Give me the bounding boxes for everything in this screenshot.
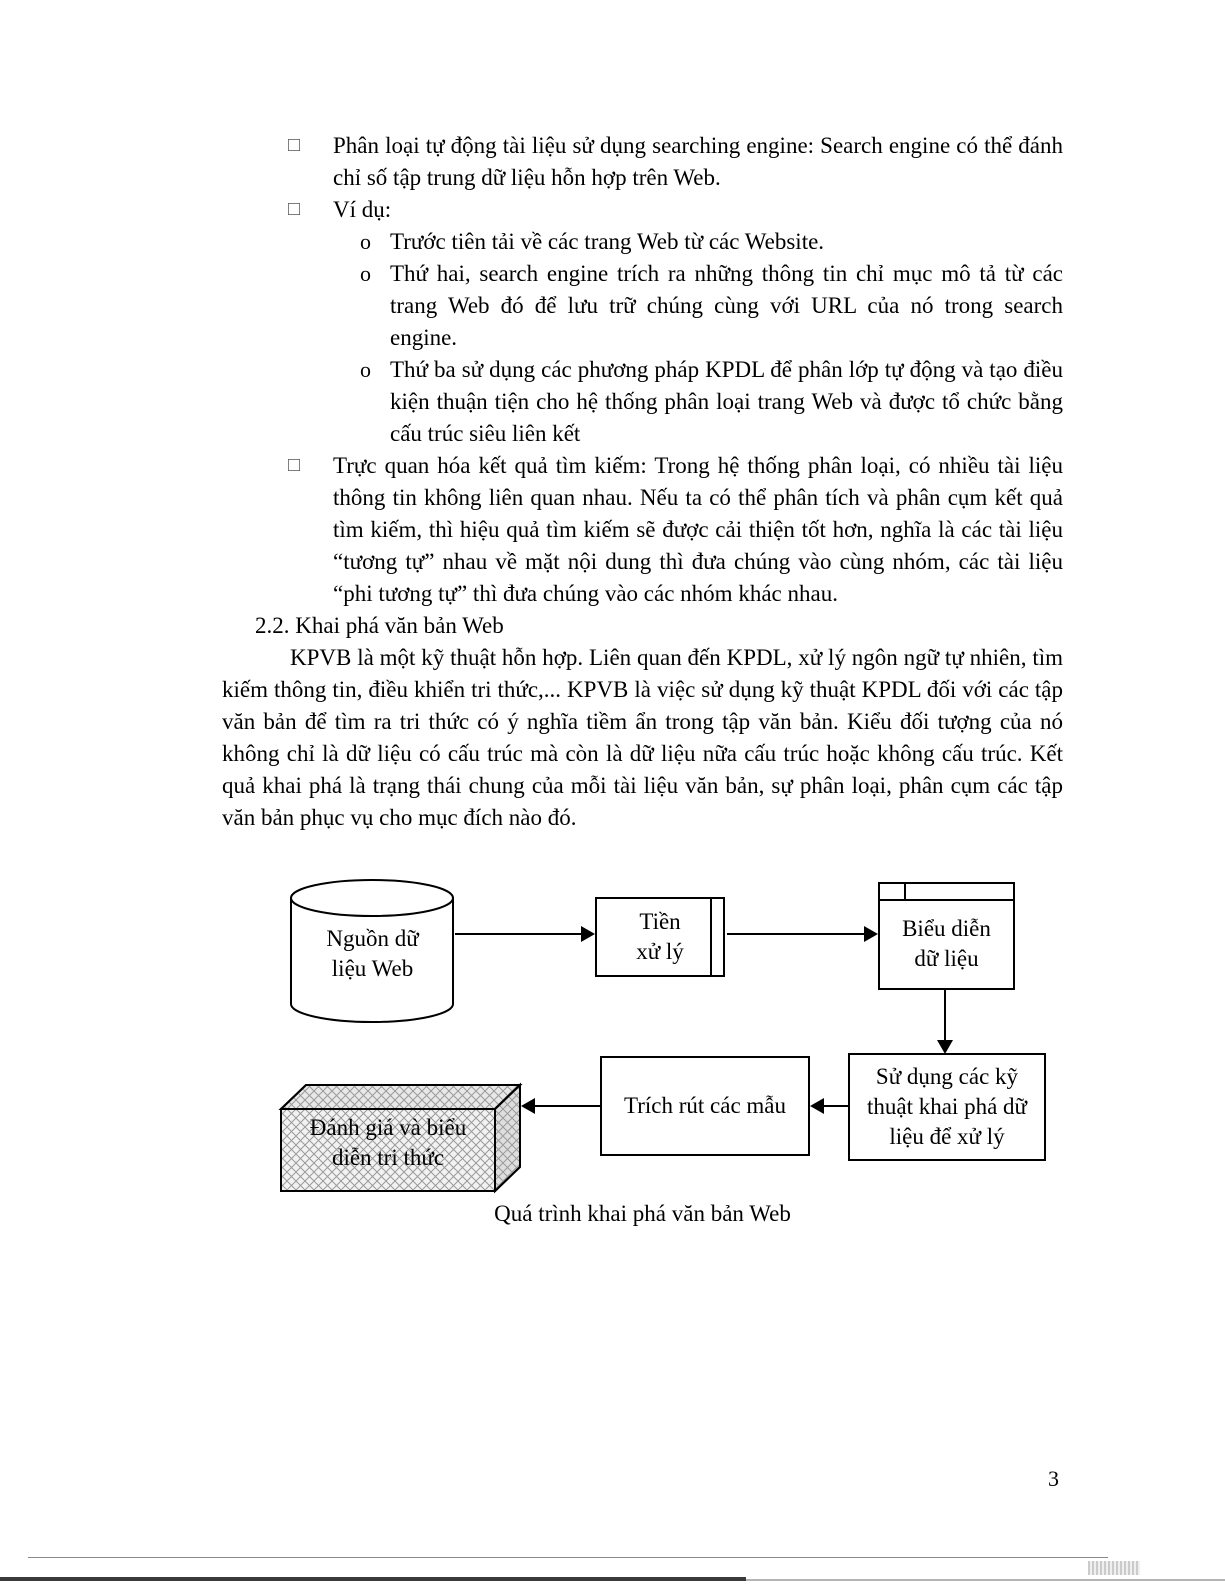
square-bullet-icon: □ — [288, 198, 301, 220]
arrow-source-to-preprocess — [455, 926, 597, 942]
section-heading: 2.2. Khai phá văn bản Web — [255, 613, 504, 638]
diagram-node-represent-label: Biểu diễn dữ liệu — [902, 915, 991, 971]
footer-rule — [28, 1557, 1108, 1558]
diagram-node-extract-label: Trích rút các mẫu — [623, 1093, 787, 1118]
list-item-text: Phân loại tự động tài liệu sử dụng searching engine: Search engine có thể đánh chỉ số tập trung dữ liệu hỗn hợp trên Web. — [333, 133, 1063, 190]
arrow-line — [822, 1105, 850, 1107]
sub-list-item-step1 — [222, 226, 1063, 258]
arrow-head-icon — [581, 926, 595, 942]
arrow-line — [944, 990, 946, 1040]
represent-top-strip — [880, 884, 1013, 901]
o-bullet-icon: o — [360, 357, 371, 382]
sub-list-item-text: Thứ hai, search engine trích ra những thông tin chỉ mục mô tả từ các trang Web đó để lưu trữ chúng cùng với URL của nó trong search engine. — [390, 261, 1063, 350]
list-item-text: Trực quan hóa kết quả tìm kiếm: Trong hệ thống phân loại, có nhiều tài liệu thông tin không liên quan nhau. Nếu ta có thể phân tích và phân cụm kết quả tìm kiếm, thì hiệu quả tìm kiếm sẽ được cải thiện tốt hơn, nghĩa là các tài liệu “tương tự” nhau về mặt nội dung thì đưa chúng vào cùng nhóm, các tài liệu “phi tương tự” thì đưa chúng vào các nhóm khác nhau. — [333, 453, 1063, 606]
arrow-represent-to-mining — [937, 990, 953, 1054]
arrow-line — [455, 933, 583, 935]
diagram-node-extract — [600, 1056, 810, 1156]
figure-caption: Quá trình khai phá văn bản Web — [494, 1201, 791, 1226]
sub-list-item-step3 — [222, 354, 1063, 450]
page-bottom-rule-dark — [0, 1577, 746, 1581]
list-item-classification — [222, 130, 1063, 194]
arrow-line — [533, 1105, 600, 1107]
list-item-example — [222, 194, 1063, 226]
diagram-node-represent — [878, 882, 1015, 990]
diagram-node-preprocess-label: Tiền xử lý — [636, 909, 684, 964]
page-bottom-rule-light — [746, 1579, 1225, 1581]
arrow-mining-to-extract — [810, 1098, 850, 1114]
sub-list-item-step2 — [222, 258, 1063, 354]
diagram-node-evaluate-label: Đánh giá và biểu diễn tri thức — [309, 1115, 467, 1170]
represent-body — [880, 901, 1013, 986]
arrow-extract-to-evaluate — [521, 1098, 600, 1114]
arrow-line — [727, 933, 866, 935]
diagram-node-preprocess — [595, 897, 725, 977]
inner-line — [904, 884, 906, 899]
diagram-node-mining-label: Sử dụng các kỹ thuật khai phá dữ liệu để xử lý — [866, 1064, 1027, 1149]
page-content — [222, 130, 1063, 834]
sub-list-item-text: Thứ ba sử dụng các phương pháp KPDL để phân lớp tự động và tạo điều kiện thuận tiện cho hệ thống phân loại trang Web và được tổ chức bằng cấu trúc siêu liên kết — [390, 357, 1063, 446]
diagram-node-web-data-source-label: Nguồn dữ liệu Web — [326, 926, 419, 981]
page-number: 3 — [1048, 1466, 1059, 1491]
footer-watermark-mark — [1088, 1561, 1140, 1575]
o-bullet-icon: o — [360, 261, 371, 286]
square-bullet-icon: □ — [288, 454, 301, 476]
inner-line — [710, 899, 712, 975]
arrow-preprocess-to-represent — [727, 926, 880, 942]
arrow-head-icon — [937, 1040, 953, 1054]
section-paragraph: KPVB là một kỹ thuật hỗn hợp. Liên quan đến KPDL, xử lý ngôn ngữ tự nhiên, tìm kiếm thông tin, điều khiển tri thức,... KPVB là việc sử dụng kỹ thuật KPDL đối với các tập văn bản để tìm ra tri thức có ý nghĩa tiềm ẩn trong tập văn bản. Kiểu đối tượng của nó không chỉ là dữ liệu có cấu trúc mà còn là dữ liệu nữa cấu trúc hoặc không cấu trúc. Kết quả khai phá là trạng thái chung của mỗi tài liệu văn bản, sự phân loại, phân cụm các tập văn bản phục vụ cho mục đích nào đó. — [222, 645, 1063, 830]
sub-list-item-text: Trước tiên tải về các trang Web từ các Website. — [390, 229, 825, 254]
o-bullet-icon: o — [360, 229, 371, 254]
diagram-node-mining — [848, 1053, 1046, 1161]
list-item-visualization — [222, 450, 1063, 610]
list-item-text: Ví dụ: — [333, 197, 392, 222]
arrow-head-icon — [864, 926, 878, 942]
square-bullet-icon: □ — [288, 134, 301, 156]
